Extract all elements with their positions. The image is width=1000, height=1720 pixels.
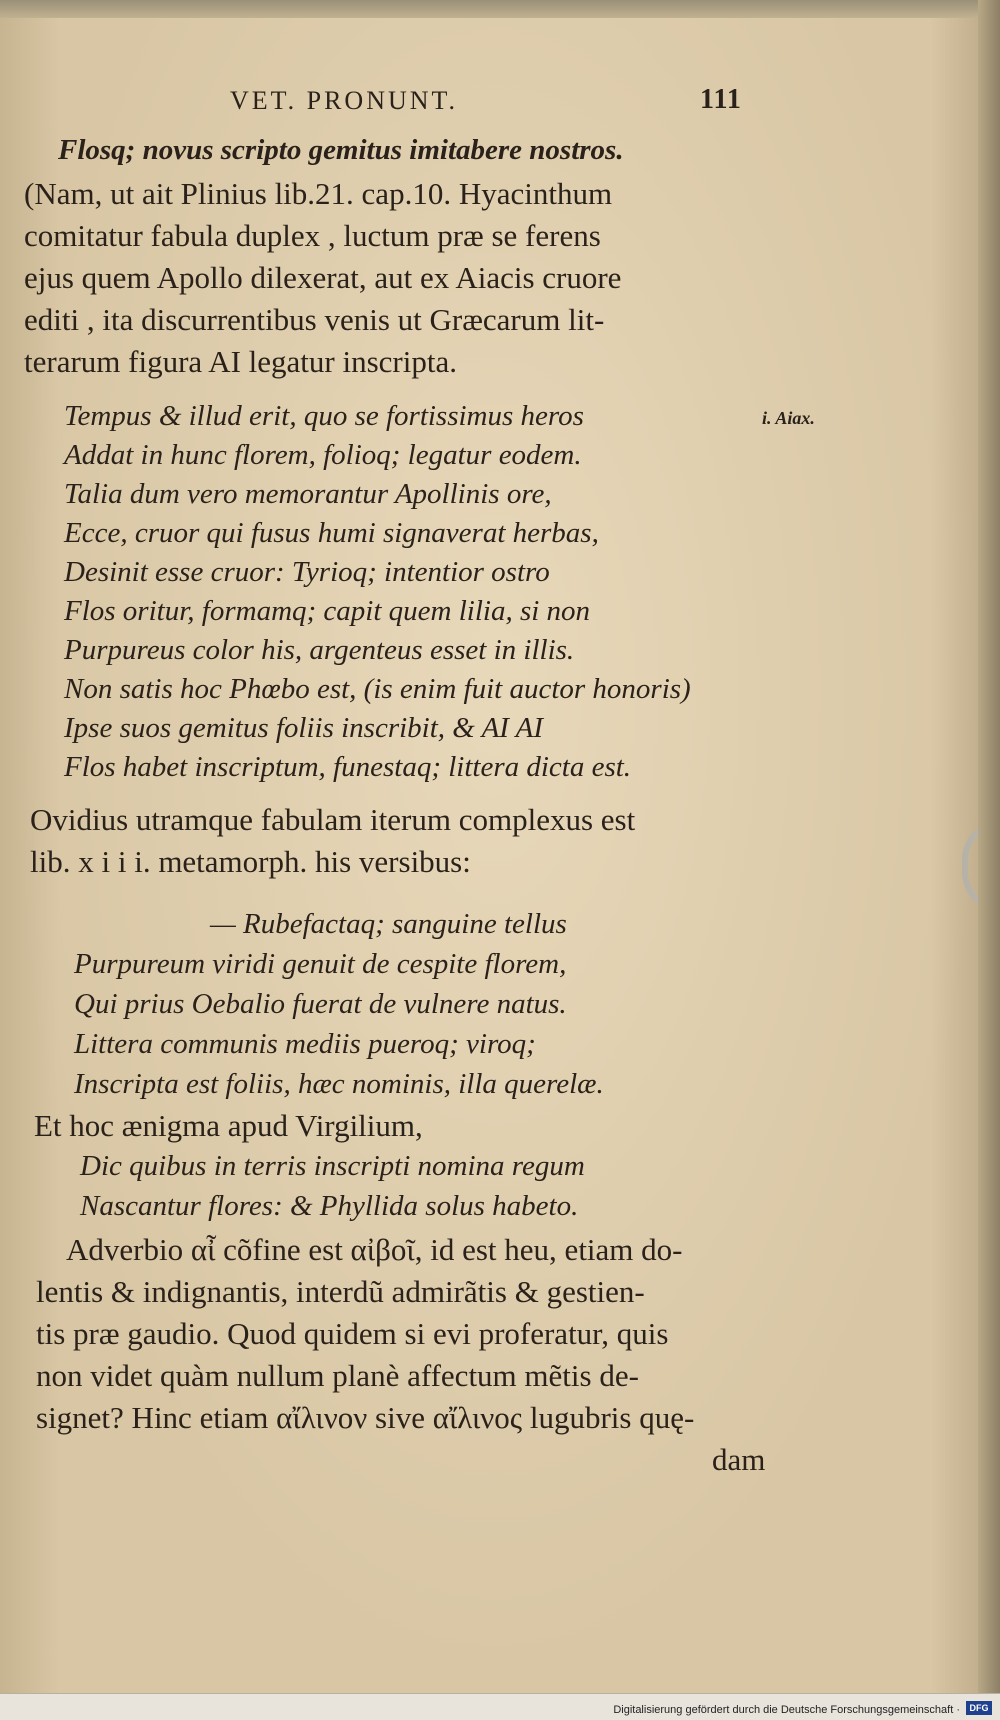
verse-line: Dic quibus in terris inscripti nomina regum	[80, 1150, 585, 1182]
verse-line: Flos habet inscriptum, funestaq; littera dicta est.	[64, 751, 632, 783]
text-line: Flosq; novus scripto gemitus imitabere nostros.	[58, 134, 624, 166]
book-page	[0, 18, 990, 1695]
text-line: editi , ita discurrentibus venis ut Græcarum lit-	[24, 302, 605, 337]
verse-line: Talia dum vero memorantur Apollinis ore,	[64, 478, 552, 510]
verse-line: Littera communis mediis pueroq; viroq;	[74, 1028, 536, 1060]
verse-line: Inscripta est foliis, hæc nominis, illa querelæ.	[74, 1068, 604, 1100]
digitization-credit: Digitalisierung gefördert durch die Deutsche Forschungsgemeinschaft ·	[613, 1704, 960, 1716]
verse-line: Tempus & illud erit, quo se fortissimus heros	[64, 400, 584, 432]
footer-bar	[0, 1693, 1000, 1720]
running-head: VET. PRONUNT.	[230, 86, 458, 115]
verse-line: Qui prius Oebalio fuerat de vulnere natus.	[74, 988, 567, 1020]
text-line: signet? Hinc etiam αἴλινον sive αἴλινος lugubris quę-	[36, 1400, 695, 1435]
verse-line: Ecce, cruor qui fusus humi signaverat herbas,	[64, 517, 599, 549]
text-line: Adverbio αἶ cõfine est αἰβοῖ, id est heu, etiam do-	[66, 1232, 683, 1267]
dfg-logo: DFG	[966, 1701, 992, 1715]
text-line: Ovidius utramque fabulam iterum complexus est	[30, 802, 636, 837]
verse-line: Ipse suos gemitus foliis inscribit, & AI AI	[64, 712, 544, 744]
text-line: (Nam, ut ait Plinius lib.21. cap.10. Hyacinthum	[24, 176, 613, 211]
text-line: non videt quàm nullum planè affectum mẽtis de-	[36, 1358, 639, 1393]
text-line: tis præ gaudio. Quod quidem si evi proferatur, quis	[36, 1316, 669, 1351]
margin-note: i. Aiax.	[762, 408, 815, 428]
verse-line: Purpureum viridi genuit de cespite florem,	[74, 948, 567, 980]
verse-line: Nascantur flores: & Phyllida solus habeto.	[80, 1190, 579, 1222]
text-line: comitatur fabula duplex , luctum præ se ferens	[24, 218, 601, 253]
text-line: ejus quem Apollo dilexerat, aut ex Aiacis cruore	[24, 260, 622, 295]
text-line: terarum figura AI legatur inscripta.	[24, 344, 457, 379]
page-number: 111	[700, 84, 742, 115]
text-line: Et hoc ænigma apud Virgilium,	[34, 1108, 423, 1143]
verse-line: Purpureus color his, argenteus esset in illis.	[64, 634, 575, 666]
text-line: lentis & indignantis, interdũ admirãtis & gestien-	[36, 1274, 645, 1309]
verse-line: Non satis hoc Phœbo est, (is enim fuit auctor honoris)	[64, 673, 691, 705]
book-fore-edge	[978, 0, 1000, 1720]
text-line: lib. x i i i. metamorph. his versibus:	[30, 844, 471, 879]
verse-line: Desinit esse cruor: Tyrioq; intentior ostro	[64, 556, 550, 588]
catchword: dam	[712, 1442, 766, 1477]
verse-line: Flos oritur, formamq; capit quem lilia, si non	[64, 595, 591, 627]
verse-line: Addat in hunc florem, folioq; legatur eodem.	[64, 439, 582, 471]
verse-line: — Rubefactaq; sanguine tellus	[210, 908, 567, 940]
